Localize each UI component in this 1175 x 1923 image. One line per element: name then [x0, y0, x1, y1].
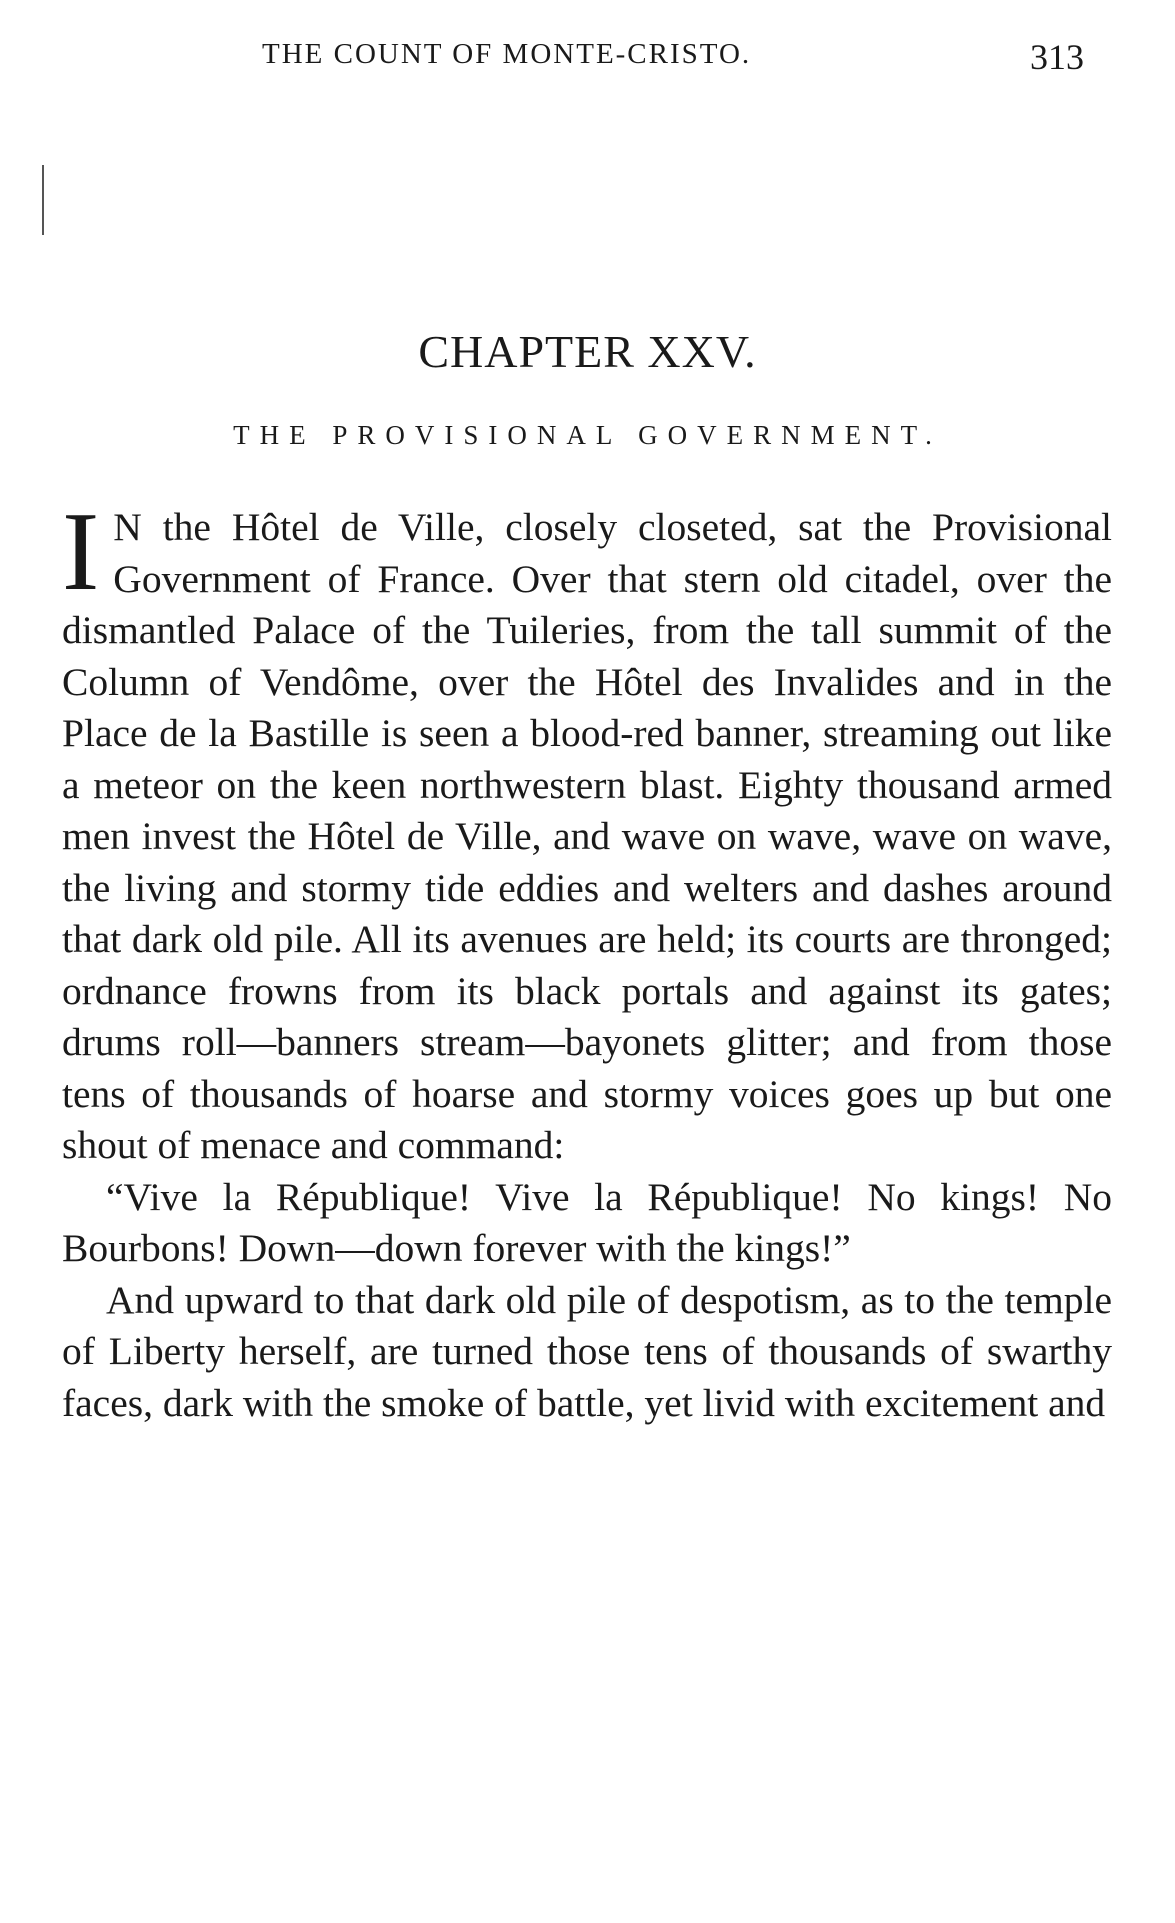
- paragraph-3: And upward to that dark old pile of despotism, as to the temple of Liberty herself, are turned those tens of thousands of swarthy faces, dark with the smoke of battle, yet livid with excitement and: [62, 1277, 1112, 1425]
- chapter-subtitle: THE PROVISIONAL GOVERNMENT.: [233, 420, 942, 450]
- paragraph-2: “Vive la République! Vive la République! No kings! No Bourbons! Down—down forever with the kings!”: [62, 1174, 1112, 1270]
- drop-cap: I: [62, 490, 100, 614]
- page-number: 313: [1030, 37, 1084, 77]
- paragraph-1-text: N the Hôtel de Ville, closely closeted, sat the Provisional Government of France. Over that stern old citadel, over the dismantled Palace of the Tuileries, from the tall summit of the Column of Vendôme, over the Hôtel des Invalides and in the Place de la Bastille is seen a blood-red banner, streaming out like a meteor on the keen northwestern blast. Eighty thousand armed men invest the Hôtel de Ville, and wave on wave, wave on wave, the living and stormy tide eddies and welters and dashes around that dark old pile. All its avenues are held; its courts are thronged; ordnance frowns from its black portals and against its gates; drums roll—banners stream—bayonets glitter; and from those tens of thousands of hoarse and stormy voices goes up but one shout of menace and command:: [62, 505, 1112, 1167]
- paragraph-1: [62, 490, 1112, 1172]
- running-head: [0, 38, 1175, 88]
- chapter-heading: CHAPTER XXV.: [418, 326, 757, 377]
- margin-mark: [42, 165, 44, 235]
- running-title: THE COUNT OF MONTE-CRISTO.: [262, 38, 752, 70]
- body-text: [62, 490, 1112, 1429]
